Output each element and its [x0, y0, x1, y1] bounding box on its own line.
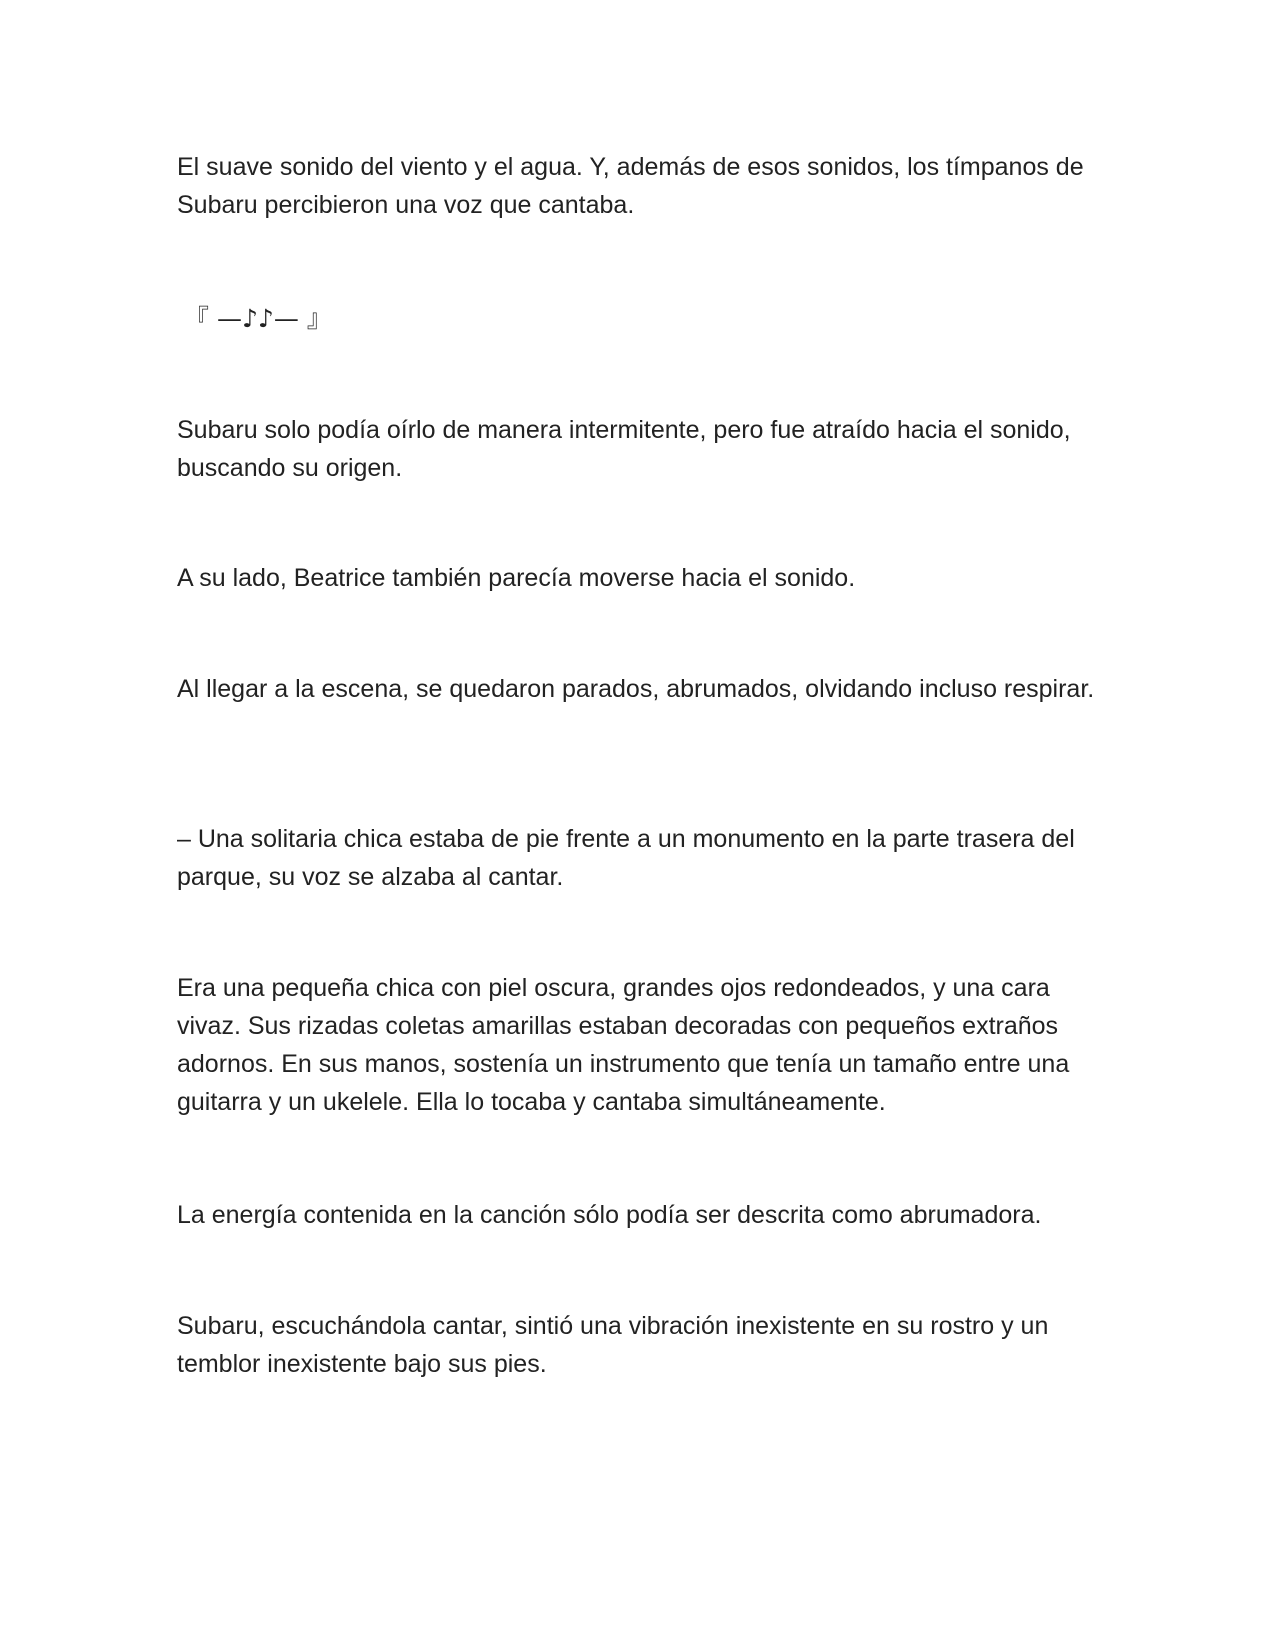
paragraph-drawn-to-sound: Subaru solo podía oírlo de manera intermitente, pero fue atraído hacia el sonido, buscando su origen.	[177, 416, 1071, 482]
paragraph-song-energy: La energía contenida en la canción sólo podía ser descrita como abrumadora.	[177, 1201, 1042, 1229]
paragraph-solitary-girl: – Una solitaria chica estaba de pie frente a un monumento en la parte trasera del parque, su voz se alzaba al cantar.	[177, 825, 1075, 891]
paragraph-beatrice: A su lado, Beatrice también parecía moverse hacia el sonido.	[177, 564, 856, 592]
paragraph-wind-and-water: El suave sonido del viento y el agua. Y, además de esos sonidos, los tímpanos de Subaru percibieron una voz que cantaba.	[177, 153, 1084, 219]
paragraph-arrival: Al llegar a la escena, se quedaron parados, abrumados, olvidando incluso respirar.	[177, 675, 1095, 703]
paragraph-girl-description: Era una pequeña chica con piel oscura, grandes ojos redondeados, y una cara vivaz. Sus rizadas coletas amarillas estaban decoradas con pequeños extraños adornos. En sus manos, sostenía un instrumento que tenía un tamaño entre una guitarra y un ukelele. Ella lo tocaba y cantaba simultáneamente.	[177, 974, 1070, 1116]
song-lyric-marker: 『 —♪♪— 』	[184, 304, 332, 333]
paragraph-vibration: Subaru, escuchándola cantar, sintió una vibración inexistente en su rostro y un temblor inexistente bajo sus pies.	[177, 1312, 1049, 1378]
